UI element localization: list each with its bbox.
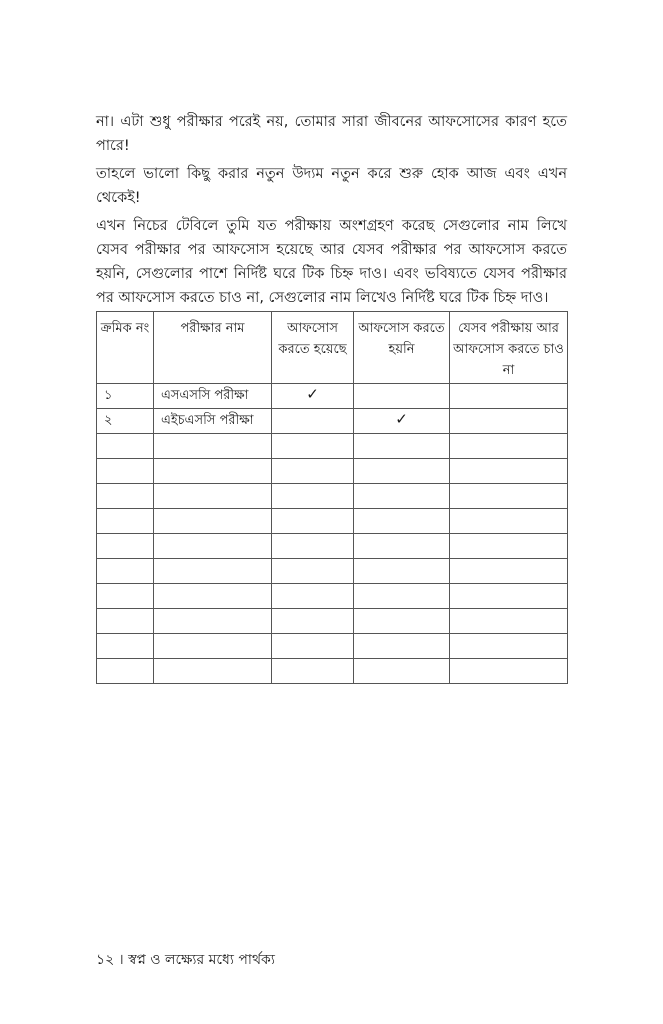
header-regretted: আফসোস করতে হয়েছে (272, 312, 354, 384)
cell-no-future-regret[interactable] (450, 659, 568, 684)
table-header-row (97, 312, 568, 384)
cell-serial[interactable] (97, 484, 154, 509)
cell-exam-name[interactable] (154, 584, 272, 609)
cell-exam-name[interactable] (154, 559, 272, 584)
cell-not-regretted[interactable] (354, 484, 450, 509)
header-exam-name: পরীক্ষার নাম (154, 312, 272, 384)
cell-serial[interactable] (97, 634, 154, 659)
table-row (97, 559, 568, 584)
cell-not-regretted[interactable] (354, 584, 450, 609)
header-no-future-regret: যেসব পরীক্ষায় আর আফসোস করতে চাও না (450, 312, 568, 384)
cell-exam-name[interactable] (154, 634, 272, 659)
cell-not-regretted[interactable] (354, 509, 450, 534)
header-not-regretted: আফসোস করতে হয়নি (354, 312, 450, 384)
table-row (97, 484, 568, 509)
cell-exam-name[interactable] (154, 434, 272, 459)
cell-regretted[interactable] (272, 659, 354, 684)
table-row (97, 659, 568, 684)
cell-no-future-regret[interactable] (450, 434, 568, 459)
paragraph-instructions: এখন নিচের টেবিলে তুমি যত পরীক্ষায় অংশগ্রহণ করেছ সেগুলোর নাম লিখে যেসব পরীক্ষার পর আফসোস হয়েছে আর যেসব পরীক্ষার পর আফসোস করতে হয়নি, সেগুলোর পাশে নির্দিষ্ট ঘরে টিক চিহ্ন দাও। এবং ভবিষ্যতে যেসব পরীক্ষার পর আফসোস করতে চাও না, সেগুলোর নাম লিখেও নির্দিষ্ট ঘরে টিক চিহ্ন দাও। (96, 218, 567, 306)
cell-not-regretted[interactable] (354, 659, 450, 684)
page-footer: ১২ । স্বপ্ন ও লক্ষ্যের মধ্যে পার্থক্য (96, 952, 275, 968)
cell-exam-name[interactable] (154, 459, 272, 484)
cell-no-future-regret[interactable] (450, 384, 568, 409)
cell-no-future-regret[interactable] (450, 559, 568, 584)
checkmark-icon: ✓ (395, 410, 408, 428)
cell-regretted[interactable] (272, 534, 354, 559)
cell-no-future-regret[interactable] (450, 409, 568, 434)
cell-serial[interactable] (97, 459, 154, 484)
cell-regretted[interactable] (272, 384, 354, 409)
cell-regretted[interactable] (272, 434, 354, 459)
cell-serial[interactable]: ২ (97, 409, 154, 434)
cell-no-future-regret[interactable] (450, 459, 568, 484)
checkmark-icon: ✓ (306, 385, 319, 403)
paragraph-new-start: তাহলে ভালো কিছু করার নতুন উদ্যম নতুন করে শুরু হোক আজ এবং এখন থেকেই! (96, 166, 567, 206)
table-row (97, 584, 568, 609)
cell-regretted[interactable] (272, 409, 354, 434)
table-row (97, 609, 568, 634)
cell-no-future-regret[interactable] (450, 484, 568, 509)
exam-regret-table (96, 311, 568, 684)
cell-regretted[interactable] (272, 459, 354, 484)
table-row (97, 459, 568, 484)
cell-serial[interactable] (97, 434, 154, 459)
cell-regretted[interactable] (272, 584, 354, 609)
cell-serial[interactable] (97, 659, 154, 684)
cell-no-future-regret[interactable] (450, 634, 568, 659)
cell-regretted[interactable] (272, 509, 354, 534)
paragraph-regret: না। এটা শুধু পরীক্ষার পরেই নয়, তোমার সারা জীবনের আফসোসের কারণ হতে পারে! (96, 114, 567, 154)
cell-no-future-regret[interactable] (450, 509, 568, 534)
cell-no-future-regret[interactable] (450, 609, 568, 634)
table-row (97, 634, 568, 659)
table-row (97, 509, 568, 534)
table-row (97, 409, 568, 434)
table-row (97, 534, 568, 559)
cell-not-regretted[interactable] (354, 559, 450, 584)
cell-serial[interactable] (97, 609, 154, 634)
table-row (97, 384, 568, 409)
cell-not-regretted[interactable] (354, 534, 450, 559)
cell-not-regretted[interactable] (354, 459, 450, 484)
cell-exam-name[interactable] (154, 609, 272, 634)
cell-serial[interactable] (97, 509, 154, 534)
cell-exam-name[interactable] (154, 509, 272, 534)
cell-serial[interactable] (97, 559, 154, 584)
cell-exam-name[interactable]: এইচএসসি পরীক্ষা (154, 409, 272, 434)
cell-exam-name[interactable] (154, 534, 272, 559)
cell-regretted[interactable] (272, 484, 354, 509)
cell-not-regretted[interactable] (354, 609, 450, 634)
cell-no-future-regret[interactable] (450, 534, 568, 559)
cell-not-regretted[interactable] (354, 384, 450, 409)
cell-not-regretted[interactable] (354, 434, 450, 459)
cell-no-future-regret[interactable] (450, 584, 568, 609)
cell-exam-name[interactable]: এসএসসি পরীক্ষা (154, 384, 272, 409)
cell-not-regretted[interactable] (354, 409, 450, 434)
cell-exam-name[interactable] (154, 484, 272, 509)
cell-regretted[interactable] (272, 559, 354, 584)
table-row (97, 434, 568, 459)
header-serial: ক্রমিক নং (97, 312, 154, 384)
cell-serial[interactable] (97, 584, 154, 609)
cell-serial[interactable]: ১ (97, 384, 154, 409)
cell-serial[interactable] (97, 534, 154, 559)
cell-exam-name[interactable] (154, 659, 272, 684)
cell-not-regretted[interactable] (354, 634, 450, 659)
cell-regretted[interactable] (272, 634, 354, 659)
cell-regretted[interactable] (272, 609, 354, 634)
